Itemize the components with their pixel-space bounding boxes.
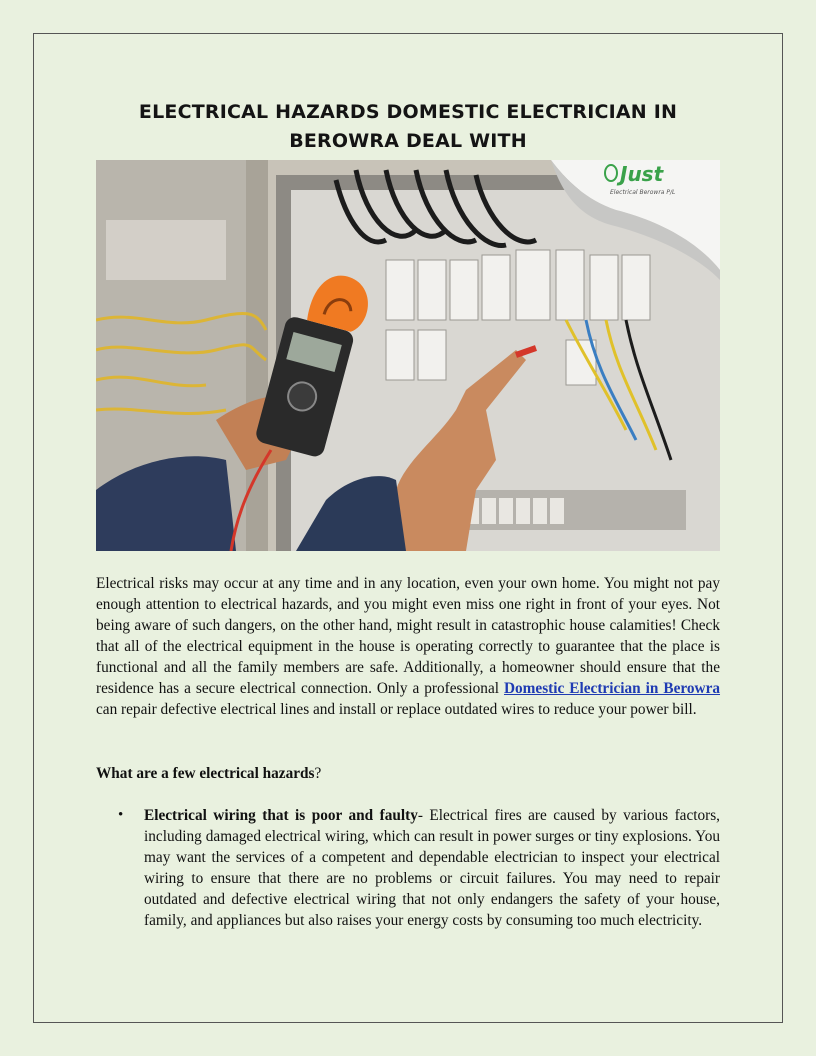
logo (604, 162, 716, 202)
logo-subtext: Electrical Berowra P/L (610, 189, 676, 196)
lightbulb-icon (604, 164, 618, 182)
logo-text: Just (620, 162, 664, 186)
list-item (96, 805, 720, 931)
list-item-text: - Electrical fires are caused by various factors, including damaged electrical wiring, which can result in power surges or tiny explosions. You may want the services of a competent and dependable electrician to inspect your electrical wiring to ensure that there are no problems or circuit failures. You may need to repair outdated and defective electrical wiring that not only endangers the safety of your house, family, and appliances but also raises your energy costs by consuming too much electricity. (144, 807, 721, 929)
page-title: ELECTRICAL HAZARDS DOMESTIC ELECTRICIAN IN BEROWRA DEAL WITH (138, 101, 678, 152)
hero-image (96, 160, 720, 551)
domestic-electrician-link[interactable]: Domestic Electrician in Berowra (503, 680, 721, 697)
section-question (96, 763, 720, 784)
question-mark: ? (314, 765, 322, 782)
hazard-list (96, 805, 720, 931)
intro-text-after-link: can repair defective electrical lines and install or replace outdated wires to reduce your power bill. (96, 701, 697, 718)
intro-text-before-link: Electrical risks may occur at any time and in any location, even your own home. You might not pay enough attention to electrical hazards, and you might even miss one right in front of your eyes. Not being aware of such dangers, on the other hand, might result in catastrophic house calamities! Check that all of the electrical equipment in the house is operating correctly to guarantee that the place is functional and all the family members are safe. Additionally, a homeowner should ensure that the residence has a secure electrical connection. Only a professional (96, 575, 720, 697)
intro-paragraph (96, 573, 720, 720)
bullet-marker: • (118, 807, 124, 823)
question-bold: What are a few electrical hazards (96, 765, 315, 782)
list-item-heading: Electrical wiring that is poor and faulty (144, 807, 418, 824)
